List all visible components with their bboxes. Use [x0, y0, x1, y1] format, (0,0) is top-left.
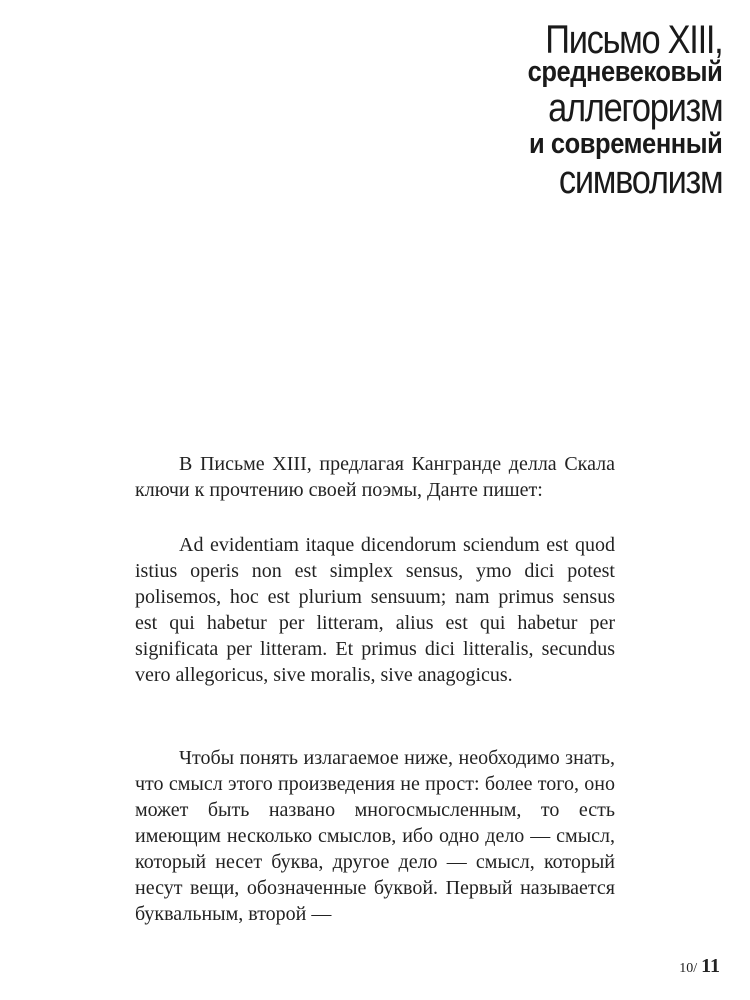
page-number	[679, 955, 720, 978]
chapter-title	[501, 18, 722, 202]
previous-page-number: 10/	[679, 961, 698, 976]
chapter-title-line-2: средневековый	[527, 56, 722, 88]
latin-quote: Ad evidentiam itaque dicendorum sciendum est quod istius operis non est simplex sensus, ymo dici potest polisemos, hoc est plurium sensuum; nam primus sensus est qui habetur per litteram, alius est qui habetur per significata per litteram. Et primus dici litteralis, secundus vero allegoricus, sive moralis, sive anagogicus.	[135, 534, 615, 686]
chapter-title-line-5: символизм	[558, 158, 722, 202]
current-page-number: 11	[701, 955, 720, 977]
chapter-title-line-1: Письмо XIII,	[544, 18, 722, 62]
translation-paragraph-block	[135, 745, 615, 927]
translation-paragraph: Чтобы понять излагаемое ниже, необходимо знать, что смысл этого произведения не прост: более того, оно может быть названо многосмысленным, то есть имеющим несколько смыслов, ибо одно дело — смысл, который несет буква, другое дело — смысл, который несут вещи, обозначенные буквой. Первый называется буквальным, второй —	[135, 747, 615, 925]
chapter-title-line-4: и современный	[528, 128, 722, 160]
intro-paragraph-block	[135, 451, 615, 503]
chapter-title-line-3: аллегоризм	[547, 86, 722, 130]
latin-quote-block	[135, 532, 615, 688]
intro-paragraph: В Письме XIII, предлагая Кангранде делла Скала ключи к прочтению своей поэмы, Данте пишет:	[135, 453, 615, 501]
